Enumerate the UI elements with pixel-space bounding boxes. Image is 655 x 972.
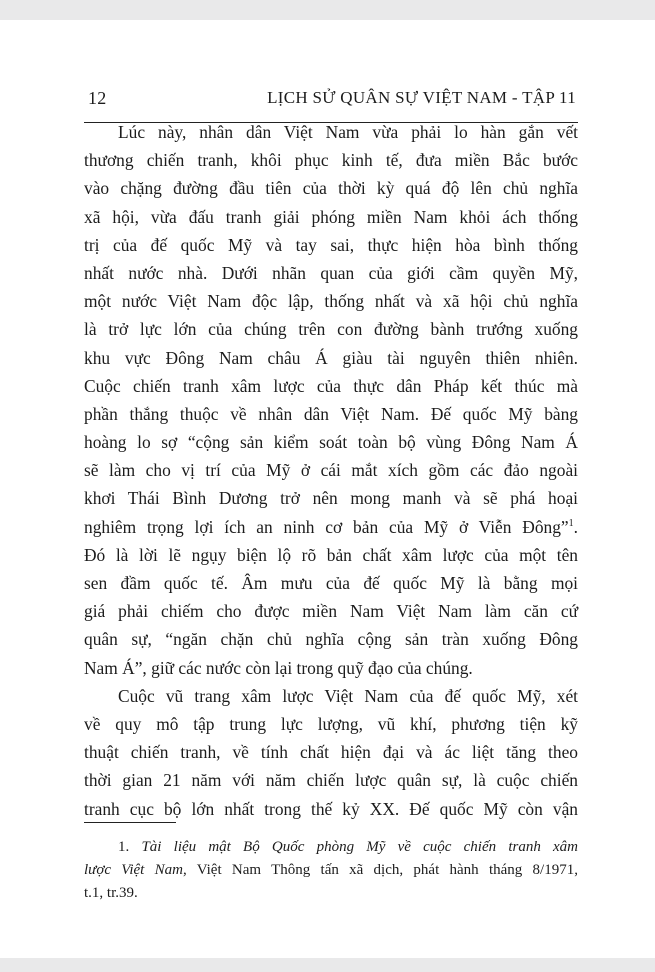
footnote-line <box>84 859 578 882</box>
text-line-content: nghiêm trọng lợi ích an ninh cơ bản của Mỹ ở Viễn Đông” <box>84 516 569 537</box>
page-header <box>84 82 578 123</box>
text-line: là trở lực lớn của chúng trên con đường bành trướng xuống <box>84 319 578 340</box>
text-line: vào chặng đường đầu tiên của thời kỳ quá độ lên chủ nghĩa <box>84 178 578 199</box>
text-line: thuật chiến tranh, về tính chất hiện đại và ác liệt tăng theo <box>84 742 578 763</box>
text-line-with-footnote-ref <box>84 513 578 541</box>
text-line: khơi Thái Bình Dương trở nên mong manh và sẽ phá hoại <box>84 488 578 509</box>
text-line: Cuộc vũ trang xâm lược Việt Nam của đế quốc Mỹ, xét <box>118 685 578 706</box>
footnote-divider <box>84 822 176 823</box>
text-line: thương chiến tranh, khôi phục kinh tế, đưa miền Bắc bước <box>84 150 578 171</box>
text-line: về quy mô tập trung lực lượng, vũ khí, phương tiện kỹ <box>84 713 578 734</box>
footnote-line <box>84 836 578 859</box>
footnote-number: 1. <box>118 839 130 855</box>
footnote <box>84 836 578 905</box>
text-line: Đó là lời lẽ ngụy biện lộ rõ bản chất xâm lược của một tên <box>84 544 578 565</box>
text-line: nhất nước nhà. Dưới nhãn quan của giới cầm quyền Mỹ, <box>84 262 578 283</box>
text-line: thời gian 21 năm với năm chiến lược quân sự, là cuộc chiến <box>84 770 578 791</box>
text-line: Lúc này, nhân dân Việt Nam vừa phải lo hàn gắn vết <box>118 122 578 142</box>
footnote-line: t.1, tr.39. <box>84 885 138 901</box>
body-text <box>84 118 578 823</box>
running-title: LỊCH SỬ QUÂN SỰ VIỆT NAM - TẬP 11 <box>267 88 576 107</box>
footnote-source-title: Tài liệu mật Bộ Quốc phòng Mỹ về cuộc chiến tranh xâm <box>141 839 579 855</box>
text-line: quân sự, “ngăn chặn chủ nghĩa cộng sản tràn xuống Đông <box>84 629 578 650</box>
text-line: trị của đế quốc Mỹ và tay sai, thực hiện hòa bình thống <box>84 234 578 255</box>
text-line: một nước Việt Nam độc lập, thống nhất và xã hội chủ nghĩa <box>84 291 578 312</box>
paragraph-1 <box>84 118 578 682</box>
text-line: Cuộc chiến tranh xâm lược của thực dân Pháp kết thúc mà <box>84 375 578 396</box>
page-number: 12 <box>88 88 107 108</box>
text-line: Nam Á”, giữ các nước còn lại trong quỹ đạo của chúng. <box>84 657 473 678</box>
text-line: phần thắng thuộc về nhân dân Việt Nam. Đế quốc Mỹ bàng <box>84 403 578 424</box>
footnote-publication: , Việt Nam Thông tấn xã dịch, phát hành tháng 8/1971, <box>182 862 578 878</box>
text-line: hoàng lo sợ “cộng sản kiểm soát toàn bộ vùng Đông Nam Á <box>84 432 578 453</box>
text-line: giá phải chiếm cho được miền Nam Việt Nam làm căn cứ <box>84 601 578 622</box>
text-line: xã hội, vừa đấu tranh giải phóng miền Nam khỏi ách thống <box>84 206 578 227</box>
footnote-reference: 1 <box>568 517 574 529</box>
text-line: khu vực Đông Nam châu Á giàu tài nguyên thiên nhiên. <box>84 347 578 368</box>
paragraph-2 <box>84 682 578 823</box>
footnote-reference-tail: . <box>573 516 578 537</box>
text-line: tranh cục bộ lớn nhất trong thế kỷ XX. Đế quốc Mỹ còn vận <box>84 798 578 819</box>
text-line: sen đầm quốc tế. Âm mưu của đế quốc Mỹ là bằng mọi <box>84 573 578 593</box>
footnote-source-title-cont: lược Việt Nam <box>84 862 183 878</box>
text-line: sẽ làm cho vị trí của Mỹ ở cái mắt xích gồm các đảo ngoài <box>84 460 578 481</box>
